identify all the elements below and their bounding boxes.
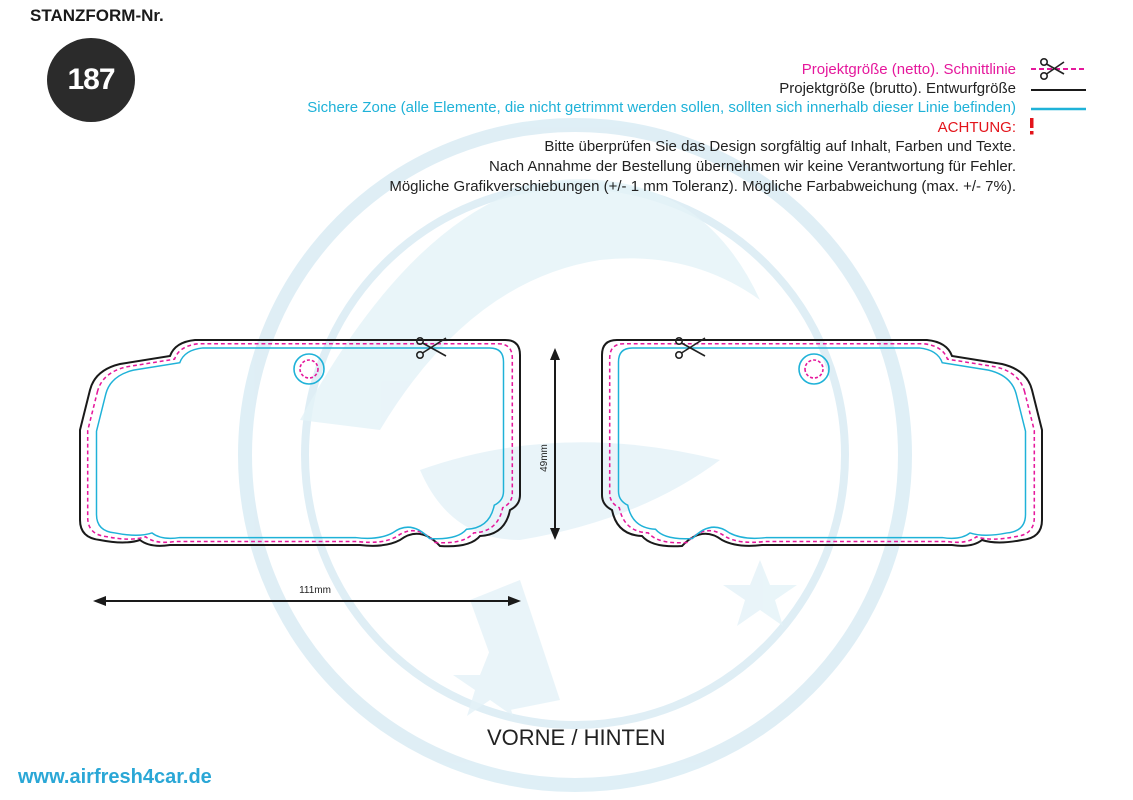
height-dimension-arrow [550,348,560,540]
legend-netto-text: Projektgröße (netto). Schnittlinie [801,61,1016,78]
note-line: Mögliche Grafikverschiebungen (+/- 1 mm Toleranz). Mögliche Farbabweichung (max. +/- 7%). [389,178,1016,195]
side-label: VORNE / HINTEN [487,725,666,750]
die-cut-front [80,338,520,546]
legend-warning-text: ACHTUNG: [937,119,1016,136]
legend-brutto-text: Projektgröße (brutto). Entwurfgröße [779,80,1016,97]
hanging-hole [799,354,829,384]
hanging-hole [294,354,324,384]
legend-safe-zone-text: Sichere Zone (alle Elemente, die nicht getrimmt werden sollen, sollten sich innerhalb dieser Linie befinden) [307,99,1016,116]
form-number-badge: 187 [47,38,135,122]
height-dimension-label: 49mm [539,444,550,472]
width-dimension-arrow [93,596,521,606]
note-line: Nach Annahme der Bestellung übernehmen wir keine Verantwortung für Fehler. [489,158,1016,175]
die-cut-back [602,340,1042,546]
website-link[interactable]: www.airfresh4car.de [18,766,212,788]
width-dimension-label: 111mm [299,585,331,596]
page-title: STANZFORM-Nr. [30,6,164,25]
note-line: Bitte überprüfen Sie das Design sorgfältig auf Inhalt, Farben und Texte. [544,138,1016,155]
